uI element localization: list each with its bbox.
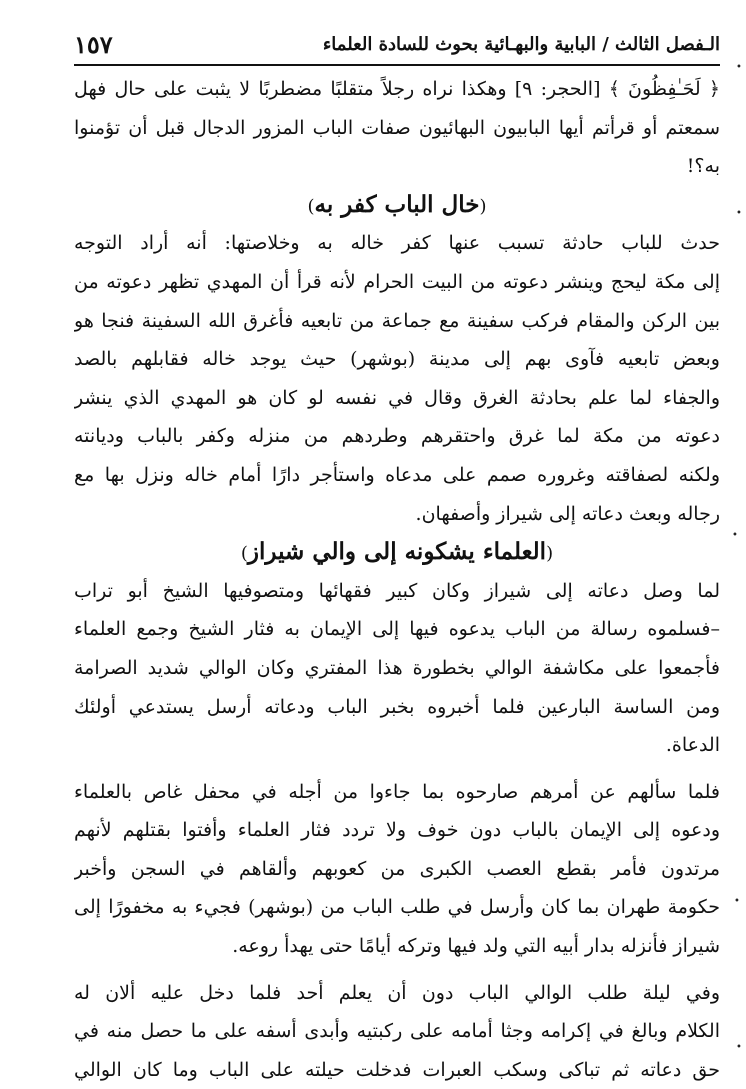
text-line: فلما سألهم عن أمرهم صارحوه بما جاءوا من أجله في محفل غاص بالعلماء (74, 780, 720, 803)
text-line: وفي ليلة طلب الوالي الباب دون أن يعلم أحد فلما دخل عليه ألان له (74, 981, 720, 1004)
text-line: ودعوه إلى الإيمان بالباب دون خوف ولا تردد فثار العلماء وأفتوا بقتلهم لأنهم (74, 819, 720, 842)
text-line: مرتدون فأمر بقطع العصب الكبرى من كعوبهم وألقاهم في السجن وأخبر (74, 857, 720, 880)
text-line: ولكنه لصفاقته وغروره صمم على مدعاه واستأجر دارًا أمام خاله ونزل بها مع (74, 463, 720, 486)
margin-dot: • (736, 1042, 742, 1053)
text-line: رجاله وبعث دعاته إلى شيراز وأصفهان. (415, 502, 720, 525)
section2-paragraph-2 (74, 773, 720, 966)
text-line: وبعض تابعيه فآوى بهم إلى مدينة (بوشهر) حيث يوجد خاله فقابلهم بالصد (74, 348, 720, 371)
heading-close-paren: ) (307, 195, 315, 217)
text-line: الدعاة. (665, 734, 720, 757)
paragraph-gap (74, 966, 720, 974)
section-heading-khal (74, 186, 720, 225)
body-text (74, 70, 720, 1089)
running-title: الـفصل الثالث / البابية والبهـائية بحوث للسادة العلماء (322, 34, 720, 55)
page-number: ١٥٧ (74, 30, 113, 59)
text-line: ومن الساسة البارعين فلما أخبروه بخبر الباب ودعاته أرسل يستدعي أولئك (74, 695, 720, 718)
text-line: حق دعاته ثم تباكى وسكب العبرات فدخلت حيلته على الباب وما كان الوالي (74, 1058, 720, 1081)
text-line: والجفاء لما علم بحادثة الغرق وقال في نفسه لو كان هو المهدي الذي ينشر (74, 386, 720, 409)
margin-dot: • (736, 208, 742, 219)
text-line: –فسلموه رسالة من الباب يدعوه فيها إلى الإيمان به فثار الشيخ وجمع العلماء (74, 618, 720, 641)
margin-dot: • (734, 896, 740, 907)
section2-paragraph-3 (74, 974, 720, 1089)
text-line: الكلام وبالغ في إكرامه وجثا أمامه على ركبتيه وأبدى أسفه على ما حصل منه في (74, 1020, 720, 1043)
text-line: شيراز فأنزله بدار أبيه التي ولد فيها وتركه أيامًا حتى يهدأ روعه. (232, 935, 720, 958)
text-line: حكومة طهران بما كان وأرسل في طلب الباب من (بوشهر) فجيء به مخفورًا إلى (74, 896, 720, 919)
heading-close-paren: ) (240, 543, 248, 565)
header-rule (74, 64, 720, 66)
section2-paragraph-1 (74, 572, 720, 765)
text-line: حدث للباب حادثة تسبب عنها كفر خاله به وخلاصتها: أنه أراد التوجه (74, 232, 720, 255)
text-line: دعوته من مكة لما غرق واحتقرهم وطردهم من منزله وكفر بالباب وديانته (74, 425, 720, 448)
heading-title: خال الباب كفر به (314, 190, 480, 218)
page-header (74, 28, 720, 62)
text-line: به؟! (686, 155, 720, 178)
text-line: بين الركن والمقام فركب سفينة مع جماعة من تابعيه فأغرق الله السفينة فنجا هو (74, 309, 720, 332)
text-line: إلى مكة ليحج وينشر دعوته من البيت الحرام لأنه قرأ أن المهدي تظهر دعوته من (74, 270, 720, 293)
section-heading-ulama (74, 533, 720, 572)
section1-paragraph (74, 224, 720, 533)
intro-paragraph (74, 70, 720, 186)
text-line: ﴿ لَحَـٰفِظُونَ ﴾ [الحجر: ٩] وهكذا نراه رجلاً متقلبًا مضطربًا لا يثبت على حال فهل (74, 78, 720, 100)
text-line: لما وصل دعاته إلى شيراز وكان كبير فقهائها ومتصوفيها الشيخ أبو تراب (74, 579, 720, 602)
text-line: سمعتم أو قرأتم أيها البابيون البهائيون صفات الباب المزور الدجال قبل أن تؤمنوا (74, 116, 720, 139)
text-line: فأجمعوا على مكاشفة الوالي بخطورة هذا المفتري وكان الوالي شديد الصرامة (74, 656, 720, 679)
heading-open-paren: ( (479, 195, 487, 217)
margin-dot: • (732, 530, 738, 541)
heading-open-paren: ( (546, 543, 554, 565)
paragraph-gap (74, 765, 720, 773)
heading-title: العلماء يشكونه إلى والي شيراز (247, 538, 547, 566)
margin-dot: • (736, 62, 742, 73)
